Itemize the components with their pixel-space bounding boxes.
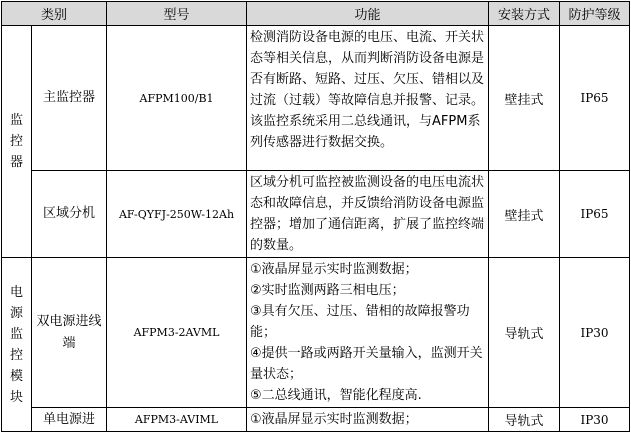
item-install: 导轨式	[489, 258, 560, 408]
function-line: ③具有欠压、过压、错相的故障报警功能；	[250, 304, 470, 340]
function-line: 区域分机可监控被监测设备的电压电流状态和故障信息，并反馈给消防设备电源监控器；增加了通信距离，扩展了监控终端的数量。	[250, 175, 485, 253]
item-protection: IP65	[560, 26, 630, 171]
item-install: 壁挂式	[489, 171, 560, 258]
item-name: 单电源进	[32, 408, 107, 432]
item-name: 区域分机	[32, 171, 107, 258]
category-cell	[2, 26, 32, 258]
header-install: 安装方式	[489, 2, 560, 26]
item-protection: IP30	[560, 408, 630, 432]
table-row	[2, 258, 630, 408]
item-function	[247, 258, 489, 408]
function-line: ①液晶屏显示实时监测数据；	[250, 412, 418, 427]
item-protection: IP65	[560, 171, 630, 258]
item-function	[247, 26, 489, 171]
header-model: 型号	[107, 2, 247, 26]
item-name	[32, 258, 107, 408]
item-install: 导轨式	[489, 408, 560, 432]
item-model: AFPM100/B1	[107, 26, 247, 171]
item-name: 主监控器	[32, 26, 107, 171]
header-function: 功能	[247, 2, 489, 26]
function-line: ②实时监测两路三相电压；	[250, 283, 405, 298]
function-line: 检测消防设备电源的电压、电流、开关状态等相关信息，从而判断消防设备电源是否有断路、短路、过压、欠压、错相以及过流（过载）等故障信息并报警、记录。该监控系统采用二总线通讯，与AFPM系列传感器进行数据交换。	[250, 30, 485, 150]
category-cell	[2, 258, 32, 432]
header-protection: 防护等级	[560, 2, 630, 26]
header-row	[2, 2, 630, 26]
function-line: ①液晶屏显示实时监测数据；	[250, 262, 418, 277]
product-spec-table	[1, 1, 630, 432]
item-function	[247, 171, 489, 258]
table-row	[2, 26, 630, 171]
header-category: 类别	[2, 2, 107, 26]
function-line: ⑤二总线通讯，智能化程度高.	[250, 388, 422, 403]
table-row	[2, 171, 630, 258]
item-model: AF-QYFJ-250W-12Ah	[107, 171, 247, 258]
category-label: 监控器	[10, 113, 24, 170]
item-model: AFPM3-2AVML	[107, 258, 247, 408]
item-name-text: 双电源进线端	[36, 313, 102, 351]
item-model: AFPM3-AVIML	[107, 408, 247, 432]
function-line: ④提供一路或两路开关量输入，监测开关量状态；	[250, 346, 483, 382]
item-install: 壁挂式	[489, 26, 560, 171]
item-protection: IP30	[560, 258, 630, 408]
category-label: 电源监控模块	[10, 284, 24, 405]
